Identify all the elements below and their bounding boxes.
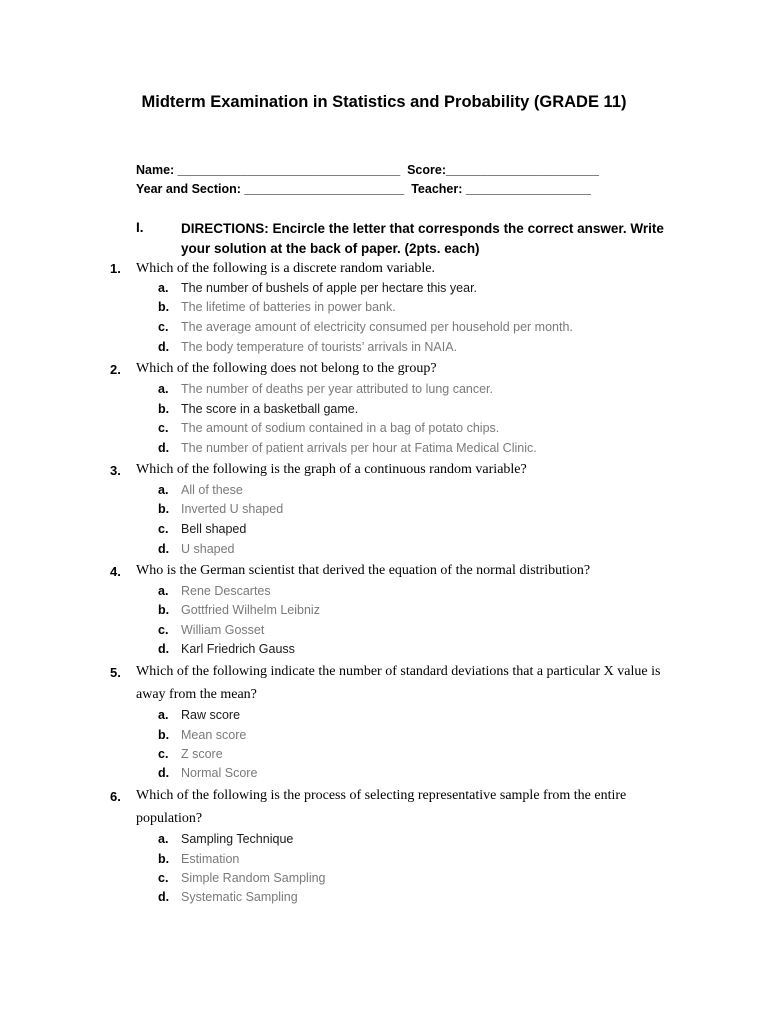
choice-text: Raw score xyxy=(181,708,241,722)
choice-letter: b. xyxy=(158,402,170,416)
choice-letter: d. xyxy=(158,642,170,656)
choice-text: The lifetime of batteries in power bank. xyxy=(181,300,396,314)
question-text: Which of the following indicate the number of standard deviations that a particular X value is away from the mean? xyxy=(136,664,661,702)
choice-text: William Gosset xyxy=(181,623,265,637)
choice-letter: d. xyxy=(158,340,170,354)
choice-letter: c. xyxy=(158,522,169,536)
choice-letter: a. xyxy=(158,584,169,598)
question-number: 5. xyxy=(110,665,121,680)
choice-letter: d. xyxy=(158,766,170,780)
section-number: I. xyxy=(136,220,144,235)
choice-letter: a. xyxy=(158,483,169,497)
choice-letter: c. xyxy=(158,747,169,761)
choice-text: Normal Score xyxy=(181,766,258,780)
choice-text: Sampling Technique xyxy=(181,832,294,846)
choice-text: The score in a basketball game. xyxy=(181,402,359,416)
question-text: Which of the following is the graph of a continuous random variable? xyxy=(136,462,527,477)
question-text: Who is the German scientist that derived the equation of the normal distribution? xyxy=(136,563,591,578)
choice-text: Mean score xyxy=(181,728,247,742)
choice-letter: d. xyxy=(158,441,170,455)
choice-text: U shaped xyxy=(181,542,235,556)
choice-text: The body temperature of tourists’ arrivals in NAIA. xyxy=(181,340,458,354)
exam-title: Midterm Examination in Statistics and Probability (GRADE 11) xyxy=(141,93,627,111)
choice-letter: b. xyxy=(158,603,170,617)
choice-text: Gottfried Wilhelm Leibniz xyxy=(181,603,320,617)
choice-letter: c. xyxy=(158,421,169,435)
choice-letter: c. xyxy=(158,320,169,334)
choice-letter: d. xyxy=(158,890,170,904)
choice-text: The average amount of electricity consumed per household per month. xyxy=(181,320,573,334)
choice-letter: d. xyxy=(158,542,170,556)
question-number: 6. xyxy=(110,789,121,804)
question-text: Which of the following is a discrete random variable. xyxy=(136,261,435,276)
choice-text: Rene Descartes xyxy=(181,584,271,598)
choice-letter: a. xyxy=(158,708,169,722)
choice-text: The number of patient arrivals per hour at Fatima Medical Clinic. xyxy=(181,441,537,455)
choice-letter: b. xyxy=(158,300,170,314)
choice-text: Simple Random Sampling xyxy=(181,871,326,885)
question-number: 1. xyxy=(110,261,121,276)
choice-text: Bell shaped xyxy=(181,522,247,536)
choice-letter: c. xyxy=(158,871,169,885)
choice-text: Estimation xyxy=(181,852,240,866)
directions-text: DIRECTIONS: Encircle the letter that corresponds the correct answer. Write your solution at the back of paper. (2pts. each) xyxy=(181,221,664,256)
question-number: 3. xyxy=(110,463,121,478)
choice-text: The amount of sodium contained in a bag of potato chips. xyxy=(181,421,500,435)
choice-text: Systematic Sampling xyxy=(181,890,298,904)
choice-text: The number of deaths per year attributed to lung cancer. xyxy=(181,382,493,396)
choice-text: The number of bushels of apple per hectare this year. xyxy=(181,281,478,295)
choice-letter: b. xyxy=(158,502,170,516)
choice-letter: a. xyxy=(158,281,169,295)
choice-letter: b. xyxy=(158,852,170,866)
choice-letter: a. xyxy=(158,382,169,396)
choice-text: Z score xyxy=(181,747,223,761)
question-text: Which of the following is the process of selecting representative sample from the entire population? xyxy=(136,788,627,826)
question-number: 4. xyxy=(110,564,121,579)
choice-text: Karl Friedrich Gauss xyxy=(181,642,295,656)
question-text: Which of the following does not belong to the group? xyxy=(136,361,437,376)
name-score-line: Name: ________________________________ Score:______________________ xyxy=(136,163,599,177)
choice-letter: c. xyxy=(158,623,169,637)
choice-text: Inverted U shaped xyxy=(181,502,284,516)
question-number: 2. xyxy=(110,362,121,377)
year-section-teacher-line: Year and Section: _______________________ Teacher: __________________ xyxy=(136,182,591,196)
choice-letter: a. xyxy=(158,832,169,846)
choice-letter: b. xyxy=(158,728,170,742)
choice-text: All of these xyxy=(181,483,243,497)
